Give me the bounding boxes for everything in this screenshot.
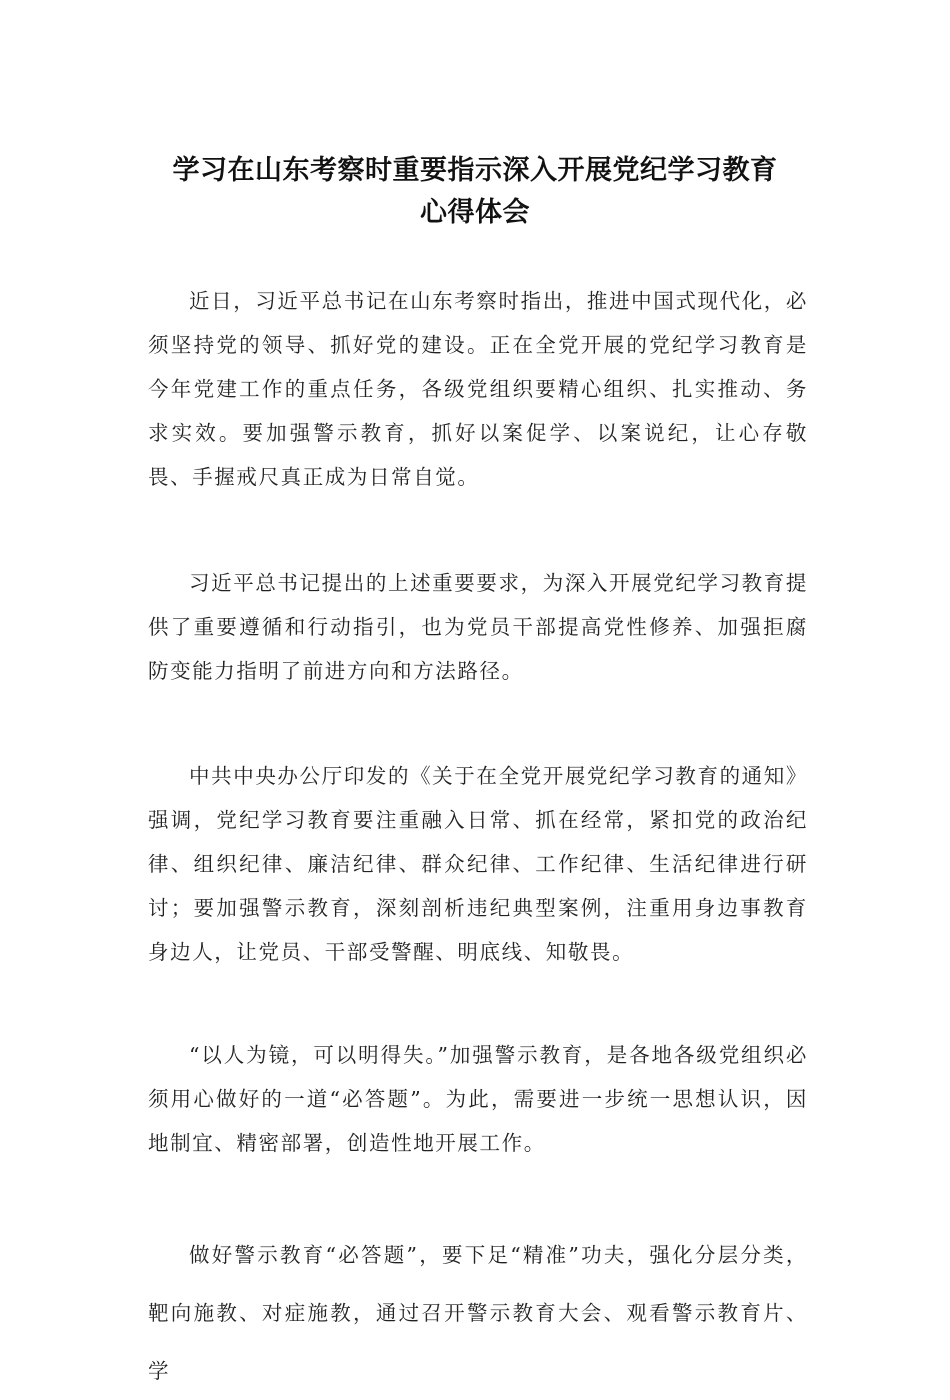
title-line-1: 学习在山东考察时重要指示深入开展党纪学习教育 — [172, 155, 778, 186]
paragraph-3: 中共中央办公厅印发的《关于在全党开展党纪学习教育的通知》强调，党纪学习教育要注重融入日常、抓在经常，紧扣党的政治纪律、组织纪律、廉洁纪律、群众纪律、工作纪律、生活纪律进行研讨；要加强警示教育，深刻剖析违纪典型案例，注重用身边事教育身边人，让党员、干部受警醒、明底线、知敬畏。 — [148, 764, 808, 964]
paragraph-2: 习近平总书记提出的上述重要要求，为深入开展党纪学习教育提供了重要遵循和行动指引，也为党员干部提高党性修养、加强拒腐防变能力指明了前进方向和方法路径。 — [148, 571, 808, 683]
paragraph-4: “以人为镜，可以明得失。”加强警示教育，是各地各级党组织必须用心做好的一道“必答题”。为此，需要进一步统一思想认识，因地制宜、精密部署，创造性地开展工作。 — [148, 1043, 808, 1155]
title-line-2: 心得体会 — [420, 197, 530, 228]
document-title — [120, 150, 830, 234]
paragraph-5: 做好警示教育“必答题”，要下足“精准”功夫，强化分层分类，靶向施教、对症施教，通过召开警示教育大会、观看警示教育片、学 — [148, 1243, 808, 1383]
paragraph-1: 近日，习近平总书记在山东考察时指出，推进中国式现代化，必须坚持党的领导、抓好党的建设。正在全党开展的党纪学习教育是今年党建工作的重点任务，各级党组织要精心组织、扎实推动、务求实效。要加强警示教育，抓好以案促学、以案说纪，让心存敬畏、手握戒尺真正成为日常自觉。 — [148, 289, 808, 489]
